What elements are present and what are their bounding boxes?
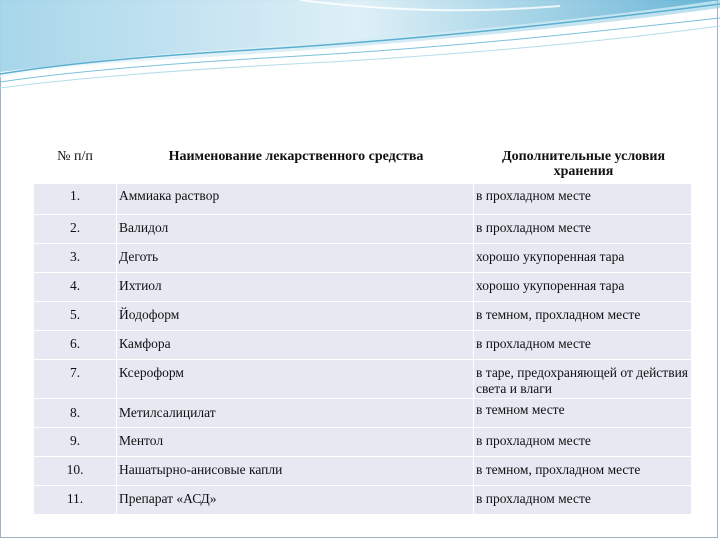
drug-name: Метилсалицилат: [117, 399, 473, 427]
row-number: 6.: [34, 331, 116, 359]
row-number: 5.: [34, 302, 116, 330]
row-number: 11.: [34, 486, 116, 514]
storage-condition: хорошо укупоренная тара: [474, 273, 691, 301]
table-header-row: [34, 143, 691, 183]
storage-condition: в темном месте: [474, 399, 691, 427]
storage-condition: в темном, прохладном месте: [474, 302, 691, 330]
table-row: [34, 486, 691, 514]
row-number: 7.: [34, 360, 116, 398]
row-number: 3.: [34, 244, 116, 272]
drug-name: Аммиака раствор: [117, 184, 473, 214]
table-row: [34, 273, 691, 301]
table-row: [34, 457, 691, 485]
header-storage-conditions: Дополнительные условия хранения: [474, 143, 691, 183]
row-number: 8.: [34, 399, 116, 427]
row-number: 10.: [34, 457, 116, 485]
header-drug-name: Наименование лекарственного средства: [117, 143, 473, 183]
row-number: 4.: [34, 273, 116, 301]
drug-name: Ментол: [117, 428, 473, 456]
storage-conditions-table: [34, 143, 691, 515]
drug-name: Нашатырно-анисовые капли: [117, 457, 473, 485]
storage-condition: в прохладном месте: [474, 331, 691, 359]
row-number: 2.: [34, 215, 116, 243]
storage-condition: в прохладном месте: [474, 428, 691, 456]
drug-name: Валидол: [117, 215, 473, 243]
storage-condition: в прохладном месте: [474, 486, 691, 514]
header-number: № п/п: [34, 143, 116, 183]
table-row: [34, 428, 691, 456]
storage-condition: в прохладном месте: [474, 184, 691, 214]
storage-condition: в темном, прохладном месте: [474, 457, 691, 485]
table-row: [34, 399, 691, 427]
table-row: [34, 360, 691, 398]
drug-name: Препарат «АСД»: [117, 486, 473, 514]
drug-name: Йодоформ: [117, 302, 473, 330]
table-row: [34, 331, 691, 359]
drug-name: Ихтиол: [117, 273, 473, 301]
row-number: 1.: [34, 184, 116, 214]
drug-name: Ксероформ: [117, 360, 473, 398]
row-number: 9.: [34, 428, 116, 456]
table-row: [34, 184, 691, 214]
drug-name: Деготь: [117, 244, 473, 272]
header-wave-decoration: [0, 0, 720, 95]
storage-condition: хорошо укупоренная тара: [474, 244, 691, 272]
storage-condition: в таре, предохраняющей от действия света и влаги: [474, 360, 691, 398]
table-row: [34, 215, 691, 243]
storage-condition: в прохладном месте: [474, 215, 691, 243]
table-row: [34, 302, 691, 330]
table-row: [34, 244, 691, 272]
drug-name: Камфора: [117, 331, 473, 359]
